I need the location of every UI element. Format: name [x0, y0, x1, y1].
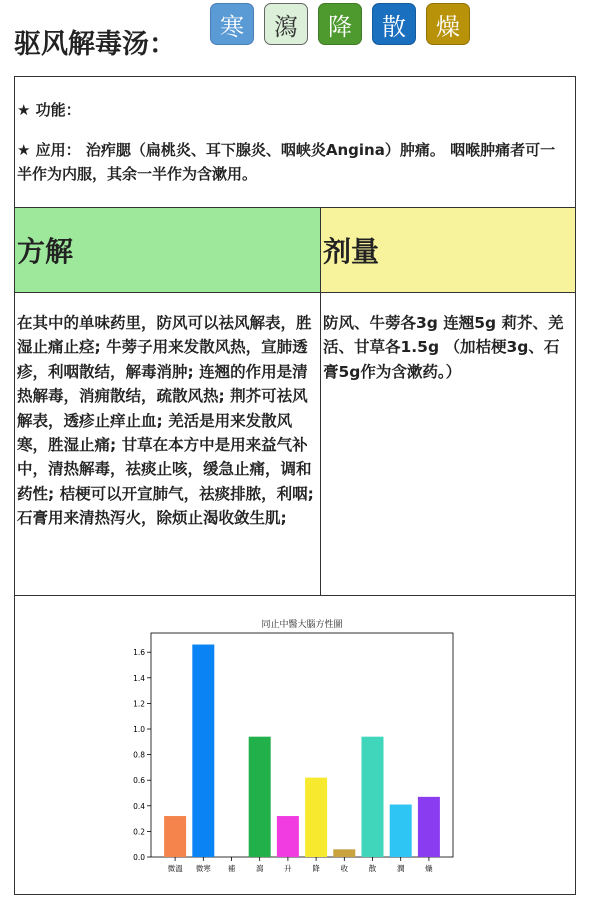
y-tick-label: 0.0 [133, 853, 145, 862]
bar-0 [164, 816, 186, 857]
dosage-body: 防风、牛蒡各3g 连翘5g 莉芥、羌活、甘草各1.5g （加桔梗3g、石膏5g作为含漱药。） [320, 292, 576, 596]
page-title: 驱风解毒汤： [14, 29, 176, 60]
property-tag: 瀉 [264, 3, 308, 45]
x-tick-label: 升 [284, 864, 292, 873]
property-tag: 散 [372, 3, 416, 45]
bar-3 [249, 737, 271, 857]
y-tick-label: 0.8 [133, 750, 145, 760]
property-tags [210, 3, 480, 45]
application-label: ★ 应用： [17, 141, 81, 159]
bar-1 [192, 645, 214, 857]
bar-4 [277, 816, 299, 857]
function-label: ★ 功能： [17, 101, 81, 119]
x-tick-label: 降 [312, 864, 320, 873]
dosage-header: 剂量 [320, 207, 576, 293]
y-tick-label: 1.6 [133, 648, 145, 658]
formula-explanation-header: 方解 [14, 207, 321, 293]
chart-panel [14, 595, 576, 895]
bar-9 [418, 797, 440, 857]
x-tick-label: 潤 [396, 864, 405, 873]
property-tag: 降 [318, 3, 362, 45]
x-tick-label: 補 [227, 864, 236, 873]
x-tick-label: 瀉 [255, 864, 264, 873]
y-tick-label: 1.4 [133, 673, 145, 683]
application-line [17, 138, 570, 186]
y-tick-label: 0.6 [133, 776, 145, 786]
application-text: 治痄腮（扁桃炎、耳下腺炎、咽峡炎Angina）肿痛。 咽喉肿痛者可一半作为内服，其余一半作为含漱用。 [17, 141, 556, 183]
x-tick-label: 燥 [425, 864, 433, 873]
y-tick-label: 0.2 [133, 827, 145, 837]
x-tick-label: 收 [340, 864, 349, 873]
bar-7 [362, 737, 384, 857]
property-bar-chart [15, 596, 574, 893]
y-tick-label: 0.4 [133, 801, 145, 811]
bar-8 [390, 805, 412, 857]
bar-5 [305, 778, 327, 857]
formula-explanation-body: 在其中的单味药里，防风可以祛风解表，胜湿止痛止痉; 牛蒡子用来发散风热，宣肺透疹，利咽散结，解毒消肿; 连翘的作用是清热解毒，消痈散结，疏散风热; 荆芥可祛风解表，透疹止痒止血; 羌活是用来发散风寒，胜湿止痛; 甘草在本方中是用来益气补中，清热解毒，祛痰止咳，缓急止痛，调和药性; 桔梗可以开宣肺气，祛痰排脓，利咽; 石膏用来清热泻火，除烦止渴收敛生肌; [14, 292, 321, 596]
y-tick-label: 1.2 [133, 699, 145, 709]
x-tick-label: 微溫 [167, 864, 183, 873]
x-tick-label: 微寒 [195, 864, 211, 873]
chart-title: 同止中醫大腦方性圖 [261, 620, 343, 630]
property-tag: 寒 [210, 3, 254, 45]
x-tick-label: 散 [368, 864, 377, 873]
info-section [17, 98, 570, 202]
y-tick-label: 1.0 [133, 725, 145, 734]
bar-6 [333, 849, 355, 857]
property-tag: 燥 [426, 3, 470, 45]
function-line [17, 98, 570, 122]
